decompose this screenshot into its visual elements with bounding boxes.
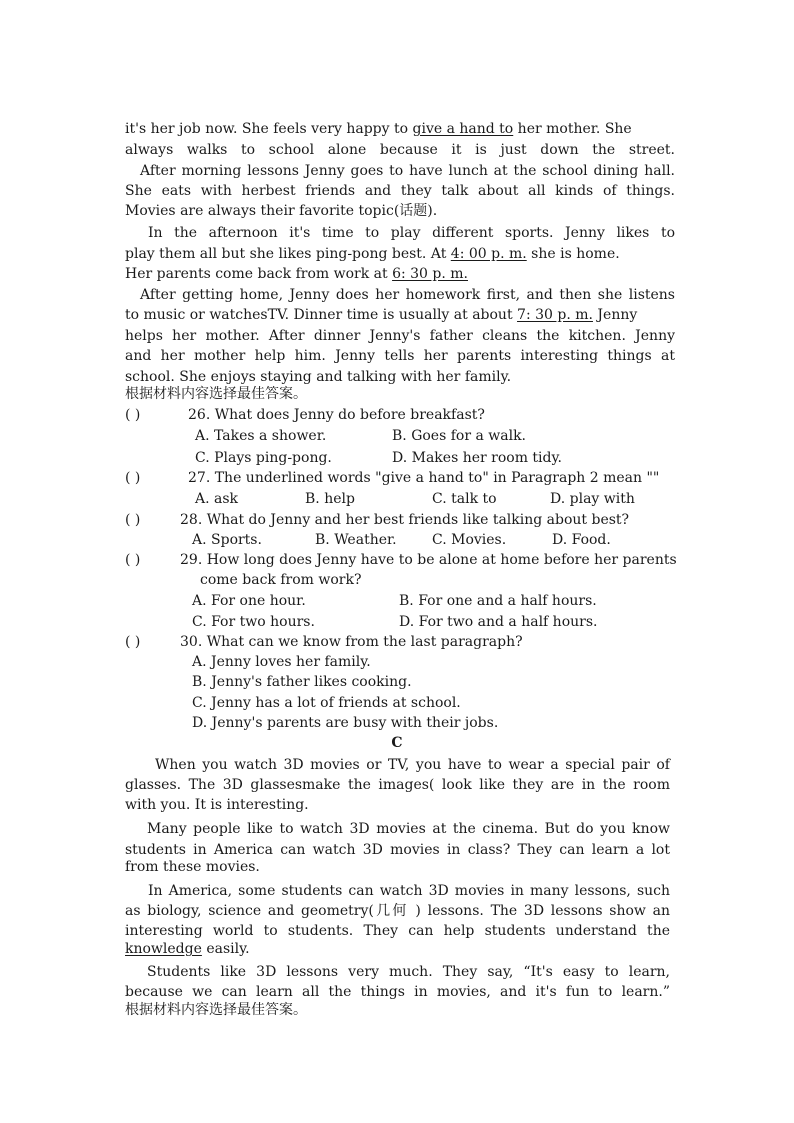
option-a[interactable]: A. Jenny loves her family. (192, 654, 371, 670)
passage-line: interesting world to students. They can help students understand the (125, 923, 670, 939)
option-d[interactable]: D. For two and a half hours. (399, 614, 598, 630)
text-run: she is home. (526, 246, 620, 262)
question-stem: 27. The underlined words "give a hand to" in Paragraph 2 mean "" (188, 470, 660, 486)
passage-line: helps her mother. After dinner Jenny's father cleans the kitchen. Jenny (125, 328, 675, 344)
passage-line: with you. It is interesting. (125, 797, 309, 813)
question-stem: 26. What does Jenny do before breakfast? (188, 407, 485, 423)
option-c[interactable]: C. talk to (432, 491, 497, 507)
section-heading: C (391, 735, 403, 751)
text-run: it's her job now. She feels very happy to (125, 121, 413, 137)
text-run: Jenny (592, 307, 638, 323)
passage-line: and her mother help him. Jenny tells her parents interesting things at (125, 348, 675, 364)
option-a[interactable]: A. Takes a shower. (195, 428, 327, 444)
answer-blank[interactable]: ( ) (125, 634, 141, 650)
option-c[interactable]: C. Plays ping-pong. (195, 450, 332, 466)
question-stem: 28. What do Jenny and her best friends like talking about best? (180, 512, 630, 528)
underlined-time: 7: 30 p. m. (517, 307, 593, 323)
passage-line: glasses. The 3D glassesmake the images( look like they are in the room (125, 777, 670, 793)
passage-line: After morning lessons Jenny goes to have lunch at the school dining hall. (140, 163, 675, 179)
underlined-word: knowledge (125, 941, 202, 957)
passage-line: When you watch 3D movies or TV, you have to wear a special pair of (155, 757, 670, 773)
answer-blank[interactable]: ( ) (125, 552, 141, 568)
answer-blank[interactable]: ( ) (125, 470, 141, 486)
answer-blank[interactable]: ( ) (125, 407, 141, 423)
passage-line: school. She enjoys staying and talking with her family. (125, 369, 512, 385)
option-a[interactable]: A. Sports. (192, 532, 262, 548)
passage-line (125, 305, 675, 325)
option-b[interactable]: B. Goes for a walk. (392, 428, 527, 444)
option-b[interactable]: B. For one and a half hours. (399, 593, 597, 609)
passage-line (125, 119, 675, 139)
passage-line: as biology, science and geometry(几何 ) lessons. The 3D lessons show an (125, 903, 670, 919)
option-a[interactable]: A. For one hour. (192, 593, 306, 609)
text-run: her mother. She (513, 121, 632, 137)
underlined-time: 6: 30 p. m. (392, 266, 468, 282)
underlined-phrase: give a hand to (412, 121, 514, 137)
answer-blank[interactable]: ( ) (125, 512, 141, 528)
passage-line (125, 264, 675, 284)
passage-line: from these movies. (125, 859, 260, 875)
passage-line: In America, some students can watch 3D movies in many lessons, such (148, 883, 670, 899)
option-d[interactable]: D. play with (550, 491, 635, 507)
option-c[interactable]: C. Jenny has a lot of friends at school. (192, 695, 461, 711)
option-c[interactable]: C. For two hours. (192, 614, 315, 630)
passage-line: In the afternoon it's time to play different sports. Jenny likes to (148, 225, 675, 241)
passage-line: She eats with herbest friends and they talk about all kinds of things. (125, 183, 675, 199)
option-b[interactable]: B. help (305, 491, 355, 507)
passage-line: always walks to school alone because it is just down the street. (125, 142, 675, 158)
instruction: 根据材料内容选择最佳答案。 (125, 386, 307, 402)
text-run: to music or watchesTV. Dinner time is usually at about (125, 307, 518, 323)
option-a[interactable]: A. ask (195, 491, 239, 507)
passage-line: students in America can watch 3D movies in class? They can learn a lot (125, 842, 670, 858)
question-stem: 29. How long does Jenny have to be alone at home before her parents (180, 552, 677, 568)
underlined-time: 4: 00 p. m. (450, 246, 527, 262)
passage-line: Many people like to watch 3D movies at the cinema. But do you know (147, 821, 670, 837)
option-b[interactable]: B. Jenny's father likes cooking. (192, 674, 412, 690)
option-b[interactable]: B. Weather. (315, 532, 397, 548)
text-run: easily. (201, 941, 250, 957)
passage-line: Movies are always their favorite topic(话题). (125, 203, 438, 219)
text-run: play them all but she likes ping-pong best. At (125, 246, 451, 262)
passage-line (125, 939, 675, 959)
passage-line: Students like 3D lessons very much. They say, “It's easy to learn, (147, 964, 670, 980)
option-d[interactable]: D. Jenny's parents are busy with their jobs. (192, 715, 499, 731)
passage-line (125, 244, 675, 264)
question-stem: 30. What can we know from the last paragraph? (180, 634, 523, 650)
option-d[interactable]: D. Food. (552, 532, 611, 548)
passage-line: because we can learn all the things in movies, and it's fun to learn.” (125, 984, 670, 1000)
option-c[interactable]: C. Movies. (432, 532, 507, 548)
option-d[interactable]: D. Makes her room tidy. (392, 450, 562, 466)
text-run: Her parents come back from work at (125, 266, 393, 282)
question-stem-continued: come back from work? (200, 572, 362, 588)
instruction: 根据材料内容选择最佳答案。 (125, 1002, 307, 1018)
passage-line: After getting home, Jenny does her homework first, and then she listens (140, 287, 675, 303)
